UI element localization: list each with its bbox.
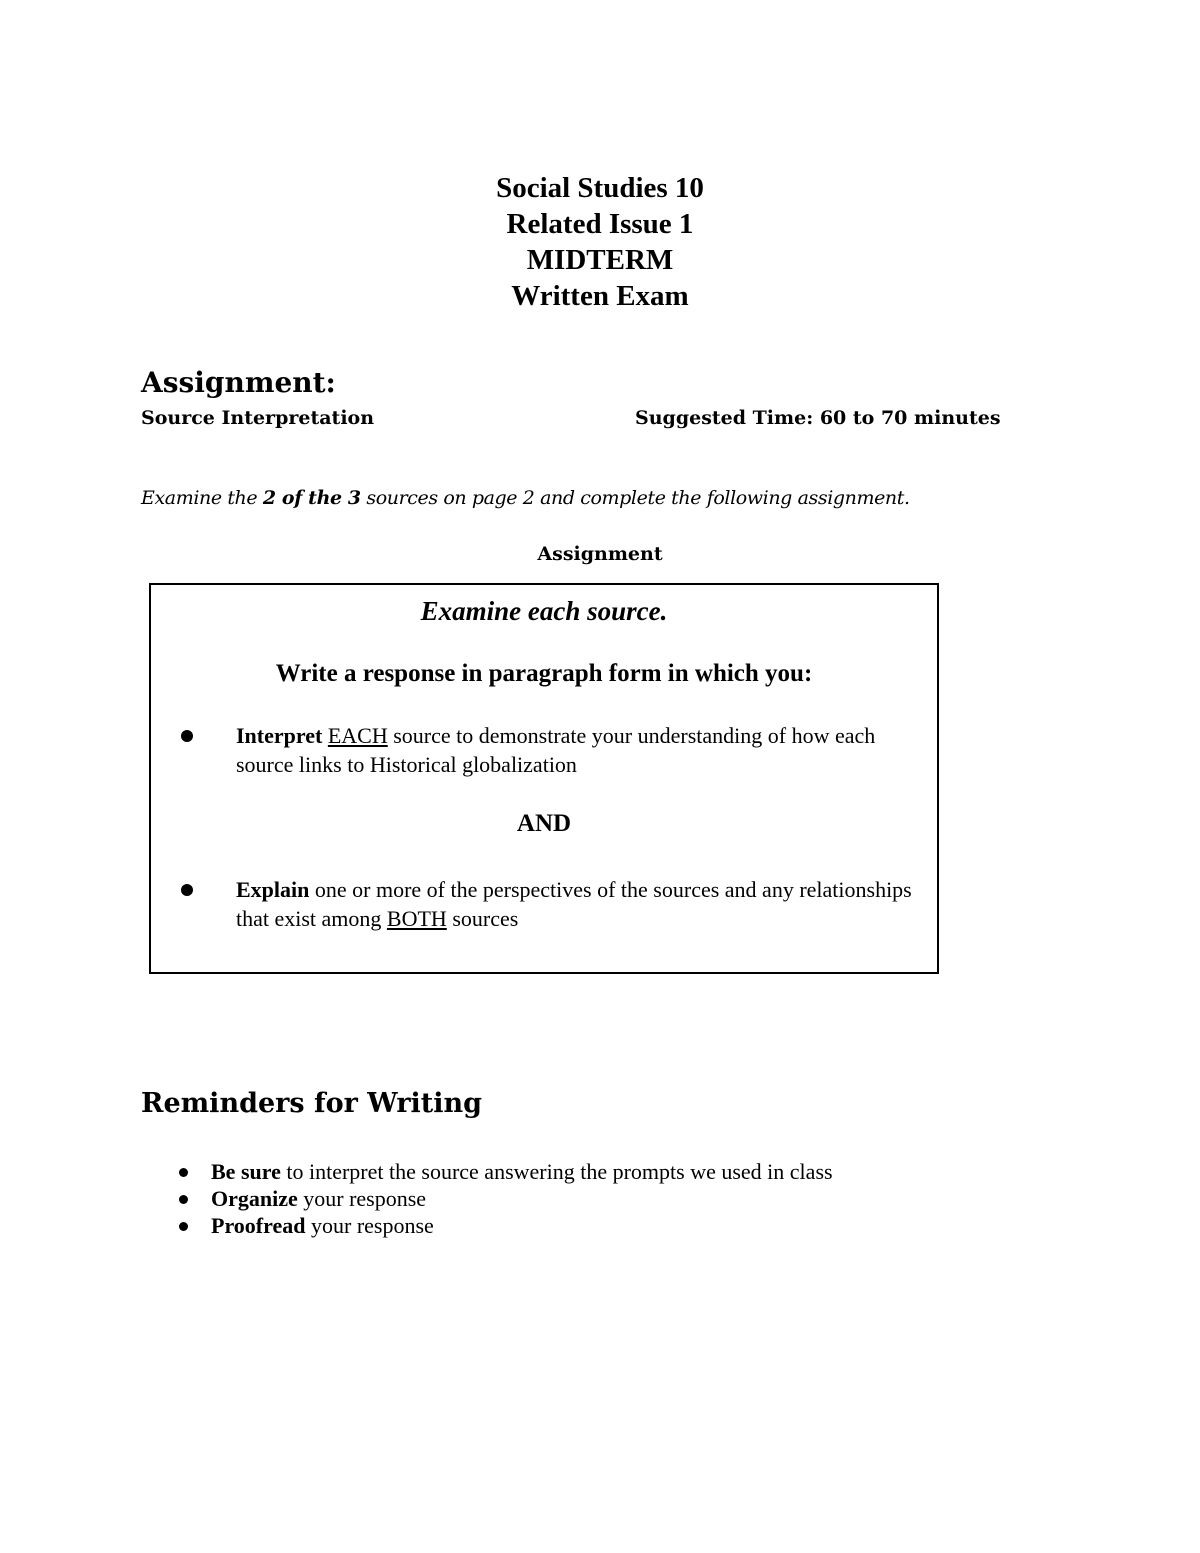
bullet-explain-end: sources — [446, 906, 519, 931]
box-title: Examine each source. — [420, 596, 668, 626]
course-title: Social Studies 10 — [496, 172, 704, 204]
reminder-bold: Organize — [211, 1186, 298, 1211]
bullet-dot-icon — [179, 1195, 188, 1204]
instruction-emphasis: 2 of the 3 — [262, 487, 361, 509]
instruction-after: sources on page 2 and complete the following assignment. — [360, 487, 910, 509]
reminder-rest: your response — [297, 1186, 427, 1211]
box-subtitle: Write a response in paragraph form in which you: — [275, 660, 813, 687]
reminder-bold: Be sure — [211, 1159, 281, 1184]
bullet-explain-underlined: BOTH — [386, 906, 447, 931]
reminder-bold: Proofread — [211, 1213, 306, 1238]
instruction-text — [141, 485, 910, 511]
bullet-dot-icon — [179, 1168, 188, 1177]
instruction-before: Examine the — [141, 487, 263, 509]
reminder-rest: to interpret the source answering the prompts we used in class — [280, 1159, 833, 1184]
list-item — [211, 1158, 833, 1185]
bullet-explain-bold: Explain — [236, 877, 310, 902]
assignment-label: Assignment — [537, 543, 663, 565]
exam-title-block — [0, 170, 1200, 314]
written-exam-title: Written Exam — [511, 280, 689, 312]
assignment-box — [149, 583, 939, 974]
bullet-interpret-underlined: EACH — [327, 723, 388, 748]
bullet-explain-rest: one or more of the perspectives of the sources and any relationships that exist among — [236, 877, 912, 931]
reminder-rest: your response — [305, 1213, 434, 1238]
bullet-interpret-bold: Interpret — [236, 723, 323, 748]
reminders-list — [211, 1158, 833, 1239]
suggested-time: Suggested Time: 60 to 70 minutes — [635, 407, 1001, 429]
related-issue-title: Related Issue 1 — [506, 208, 694, 240]
assignment-type: Source Interpretation — [141, 407, 375, 429]
list-item — [211, 1212, 833, 1239]
bullet-dot-icon — [181, 730, 193, 742]
bullet-dot-icon — [179, 1222, 188, 1231]
list-item — [211, 1185, 833, 1212]
box-bullet-explain — [236, 875, 926, 933]
box-connector-and: AND — [516, 810, 572, 837]
midterm-title: MIDTERM — [526, 244, 674, 276]
bullet-interpret-rest: source to demonstrate your understanding of how each source links to Historical globalization — [236, 723, 876, 777]
assignment-heading: Assignment: — [141, 366, 336, 399]
reminders-heading: Reminders for Writing — [141, 1088, 483, 1119]
box-bullet-interpret — [236, 721, 926, 779]
bullet-dot-icon — [181, 884, 193, 896]
